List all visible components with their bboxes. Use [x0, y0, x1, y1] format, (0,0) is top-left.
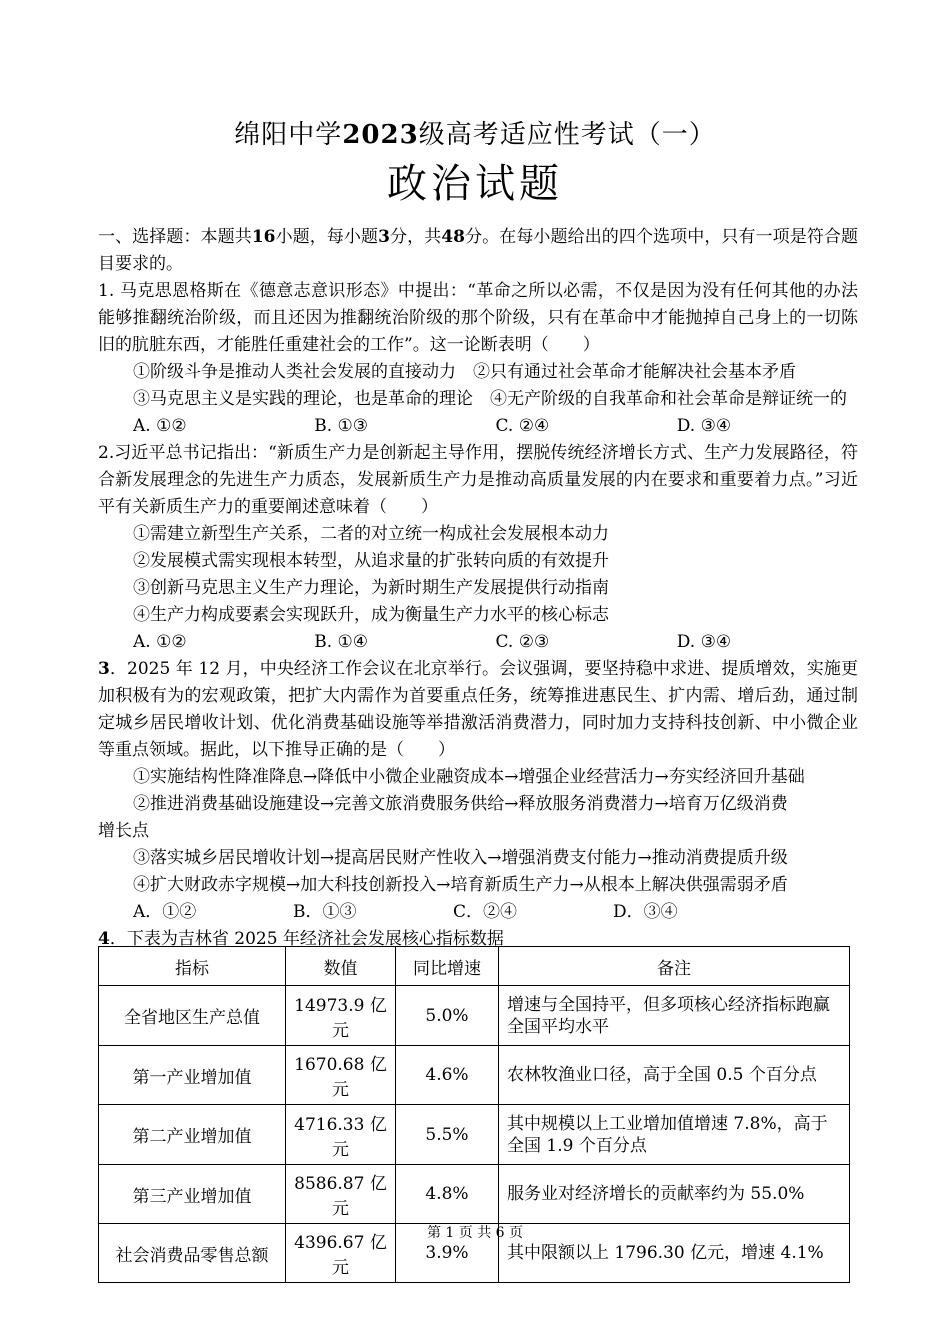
- table-cell: 14973.9 亿元: [286, 986, 396, 1046]
- table-cell: 其中规模以上工业增加值增速 7.8%，高于全国 1.9 个百分点: [499, 1105, 850, 1165]
- option-a[interactable]: A．①②: [133, 902, 197, 922]
- question-2-statement-1: ①需建立新型生产关系，二者的对立统一构成社会发展根本动力: [133, 524, 609, 544]
- option-d[interactable]: D. ③④: [676, 416, 732, 436]
- question-2-statement-4: ④生产力构成要素会实现跃升，成为衡量生产力水平的核心标志: [133, 605, 609, 625]
- table-cell: 8586.87 亿元: [286, 1165, 396, 1224]
- table-cell: 其中限额以上 1796.30 亿元，增速 4.1%: [499, 1224, 850, 1283]
- question-3-options: [98, 899, 858, 926]
- table-cell: 4716.33 亿元: [286, 1105, 396, 1165]
- question-1-stem: 1. 马克思恩格斯在《德意志意识形态》中提出：“革命之所以必需，不仅是因为没有任何其他的办法能够推翻统治阶级，而且还因为推翻统治阶级的那个阶级，只有在革命中才能抛掉自己身上的一切陈旧的肮脏东西，才能胜任重建社会的工作”。这一论断表明（ ）: [98, 281, 858, 355]
- table-cell: 服务业对经济增长的贡献率约为 55.0%: [499, 1165, 850, 1224]
- question-3-statement-1: ①实施结构性降准降息→降低中小微企业融资成本→增强企业经营活力→夯实经济回升基础: [133, 767, 805, 787]
- table-row: [99, 1165, 850, 1224]
- question-1-statements-a: ①阶级斗争是推动人类社会发展的直接动力 ②只有通过社会革命才能解决社会基本矛盾: [133, 362, 796, 382]
- question-3-statement-3: ③落实城乡居民增收计划→提高居民财产性收入→增强消费支付能力→推动消费提质升级: [133, 848, 788, 868]
- table-cell: 4.8%: [396, 1165, 499, 1224]
- option-c[interactable]: C. ②③: [495, 632, 550, 652]
- option-b[interactable]: B．①③: [293, 902, 357, 922]
- question-2-options: [98, 629, 858, 656]
- question-2-statement-3: ③创新马克思主义生产力理论，为新时期生产发展提供行动指南: [133, 578, 609, 598]
- column-header: 同比增速: [396, 947, 499, 986]
- question-3-stem: 3．2025 年 12 月，中央经济工作会议在北京举行。会议强调，要坚持稳中求进、提质增效，实施更加积极有为的宏观政策，把扩大内需作为首要重点任务，统筹推进惠民生、扩内需、增后劲，通过制定城乡居民增收计划、优化消费基础设施等举措激活消费潜力，同时加力支持科技创新、中小微企业等重点领域。据此，以下推导正确的是（ ）: [98, 659, 858, 760]
- section-instructions: 一、选择题：本题共16小题，每小题3分，共48分。在每小题给出的四个选项中，只有一项是符合题目要求的。: [98, 227, 859, 274]
- question-4-stem: 4．下表为吉林省 2025 年经济社会发展核心指标数据: [98, 929, 504, 949]
- table-header-row: [99, 947, 850, 986]
- table-cell: 全省地区生产总值: [99, 986, 286, 1046]
- table-cell: 5.0%: [396, 986, 499, 1046]
- table-row: [99, 986, 850, 1046]
- question-3-statement-2-cont: 增长点: [98, 821, 149, 841]
- table-cell: 第一产业增加值: [99, 1046, 286, 1105]
- option-b[interactable]: B. ①③: [314, 416, 369, 436]
- question-1-options: [98, 413, 858, 440]
- table-row: [99, 1105, 850, 1165]
- exam-body: [98, 224, 858, 953]
- page-footer: 第 1 页 共 6 页: [426, 1225, 524, 1241]
- table-cell: 1670.68 亿元: [286, 1046, 396, 1105]
- question-2-statement-2: ②发展模式需实现根本转型，从追求量的扩张转向质的有效提升: [133, 551, 609, 571]
- table-cell: 4396.67 亿元: [286, 1224, 396, 1283]
- option-a[interactable]: A. ①②: [133, 416, 187, 436]
- subject-title: 政治试题: [387, 161, 563, 207]
- exam-title: 绵阳中学2023级高考适应性考试（一）: [234, 120, 716, 150]
- question-3-statement-2: ②推进消费基础设施建设→完善文旅消费服务供给→释放服务消费潜力→培育万亿级消费: [133, 794, 788, 814]
- table-row: [99, 1046, 850, 1105]
- table-cell: 5.5%: [396, 1105, 499, 1165]
- table-cell: 第三产业增加值: [99, 1165, 286, 1224]
- table-cell: 4.6%: [396, 1046, 499, 1105]
- column-header: 指标: [99, 947, 286, 986]
- option-c[interactable]: C．②④: [453, 902, 518, 922]
- option-a[interactable]: A. ①②: [133, 632, 187, 652]
- table-cell: 社会消费品零售总额: [99, 1224, 286, 1283]
- table-cell: 农林牧渔业口径，高于全国 0.5 个百分点: [499, 1046, 850, 1105]
- option-c[interactable]: C. ②④: [495, 416, 550, 436]
- column-header: 数值: [286, 947, 396, 986]
- question-1-statements-b: ③马克思主义是实践的理论，也是革命的理论 ④无产阶级的自我革命和社会革命是辩证统一的: [133, 389, 847, 409]
- option-b[interactable]: B. ①④: [314, 632, 369, 652]
- option-d[interactable]: D. ③④: [676, 632, 732, 652]
- question-3-statement-4: ④扩大财政赤字规模→加大科技创新投入→培育新质生产力→从根本上解决供强需弱矛盾: [133, 875, 788, 895]
- question-2-stem: 2.习近平总书记指出：“新质生产力是创新起主导作用，摆脱传统经济增长方式、生产力发展路径，符合新发展理念的先进生产力质态，发展新质生产力是推动高质量发展的内在要求和重要着力点。”习近平有关新质生产力的重要阐述意味着（ ）: [98, 443, 858, 517]
- option-d[interactable]: D．③④: [613, 902, 678, 922]
- table-cell: 第二产业增加值: [99, 1105, 286, 1165]
- column-header: 备注: [499, 947, 850, 986]
- table-cell: 3.9%: [396, 1224, 499, 1283]
- table-cell: 增速与全国持平，但多项核心经济指标跑赢全国平均水平: [499, 986, 850, 1046]
